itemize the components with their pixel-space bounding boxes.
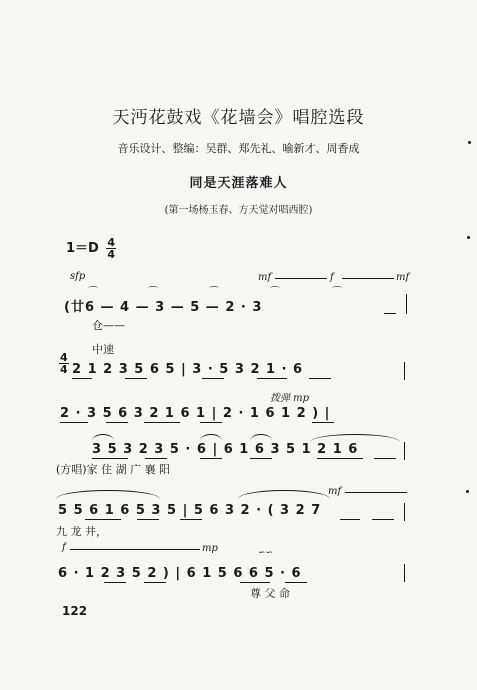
underline xyxy=(250,458,272,459)
underline xyxy=(309,378,331,379)
underline xyxy=(340,519,360,520)
underline xyxy=(200,458,222,459)
page-title: 天沔花鼓戏《花墙会》唱腔选段 xyxy=(112,108,365,128)
underline xyxy=(384,313,396,314)
credits: 音乐设计、整编：吴群、郑先礼、喻新才、周香成 xyxy=(117,142,360,155)
underline xyxy=(85,519,121,520)
tempo-marking: 中速 xyxy=(92,343,114,356)
underline xyxy=(144,422,180,423)
underline xyxy=(60,422,88,423)
underline xyxy=(72,378,92,379)
song-title: 同是天涯落难人 xyxy=(189,176,288,191)
time-numerator: 4 xyxy=(107,236,116,249)
fermata-icon: ⌒ xyxy=(148,287,158,298)
lyrics-row-3: (方唱)家 住 湖 广 襄 阳 xyxy=(56,463,171,476)
margin-mark xyxy=(466,490,469,493)
notes-row-4: 5 5 6 1 6 5 3 5 | 5 6 3 2 · ( 3 2 7 xyxy=(58,503,322,518)
dynamic-mf-end: mf xyxy=(396,272,410,283)
lyrics-row-5: 尊 父 命 xyxy=(250,587,290,600)
crescendo-line xyxy=(275,278,327,279)
slur xyxy=(238,490,330,499)
underline xyxy=(372,519,394,520)
hairpin-line xyxy=(70,549,200,550)
underline xyxy=(257,378,287,379)
barline xyxy=(406,294,407,314)
decrescendo-line xyxy=(342,278,394,279)
dynamic-f: f xyxy=(330,272,334,283)
dynamic-f-small: f xyxy=(62,542,66,553)
time-signature-small xyxy=(56,352,69,375)
barline xyxy=(404,362,405,380)
slur xyxy=(310,434,400,442)
underline xyxy=(104,582,126,583)
lyrics-row-4: 九 龙 井， xyxy=(56,525,107,538)
notes-row-2: 2 · 3 5 6 3 2 1 6 1 | 2 · 1 6 1 2 ) | xyxy=(60,406,331,421)
trill-icon: ∽∽ xyxy=(258,548,274,558)
key-signature xyxy=(66,237,116,260)
underline xyxy=(240,582,270,583)
dynamic-mp: mp xyxy=(202,543,218,554)
underline xyxy=(106,422,128,423)
notes-row-5: 6 · 1 2 3 5 2 ) | 6 1 5 6 6 5 · 6 xyxy=(58,566,302,581)
underline xyxy=(180,519,202,520)
fermata-icon: ⌒ xyxy=(88,287,98,298)
underline xyxy=(144,582,166,583)
key-label: 1＝D xyxy=(66,241,99,256)
underline xyxy=(145,458,167,459)
time-numerator: 4 xyxy=(60,351,68,364)
barline xyxy=(404,503,405,521)
annotation-pluck: 拨弹 mp xyxy=(270,393,310,404)
time-denominator: 4 xyxy=(107,248,116,261)
fermata-icon: ⌒ xyxy=(270,287,280,298)
notes-row-1: 2 1 2 3 5 6 5 | 3 · 5 3 2 1 · 6 xyxy=(72,362,304,377)
underline xyxy=(285,582,307,583)
slur xyxy=(56,490,160,499)
intro-syllable: 仓—— xyxy=(92,319,125,332)
underline xyxy=(92,458,128,459)
barline xyxy=(404,564,405,582)
slur xyxy=(200,434,222,441)
time-signature xyxy=(106,237,116,260)
hairpin-line xyxy=(345,492,407,493)
barline xyxy=(404,442,405,460)
underline xyxy=(202,378,224,379)
underline xyxy=(374,458,396,459)
notes-row-3: 3 5 3 2 3 5 · 6 | 6 1 6 3 5 1 2 1 6 xyxy=(92,442,359,457)
underline xyxy=(200,422,222,423)
dynamic-mf-start: mf xyxy=(258,272,272,283)
fermata-icon: ⌒ xyxy=(332,287,342,298)
underline xyxy=(312,422,334,423)
slur xyxy=(250,434,272,441)
dynamic-mf: mf xyxy=(328,486,342,497)
time-denominator: 4 xyxy=(60,363,68,376)
dynamic-sfp: sfp xyxy=(70,271,86,282)
slur xyxy=(92,434,114,441)
fermata-icon: ⌒ xyxy=(209,287,219,298)
underline xyxy=(137,519,159,520)
intro-notes: (廿6 — 4 — 3 — 5 — 2 · 3 xyxy=(64,300,263,315)
margin-mark xyxy=(468,141,471,144)
underline xyxy=(317,458,363,459)
margin-mark xyxy=(467,236,470,239)
page-number: 122 xyxy=(62,604,88,618)
performance-note: (第一场杨玉春、方天觉对唱西腔) xyxy=(164,205,313,216)
underline xyxy=(125,378,147,379)
